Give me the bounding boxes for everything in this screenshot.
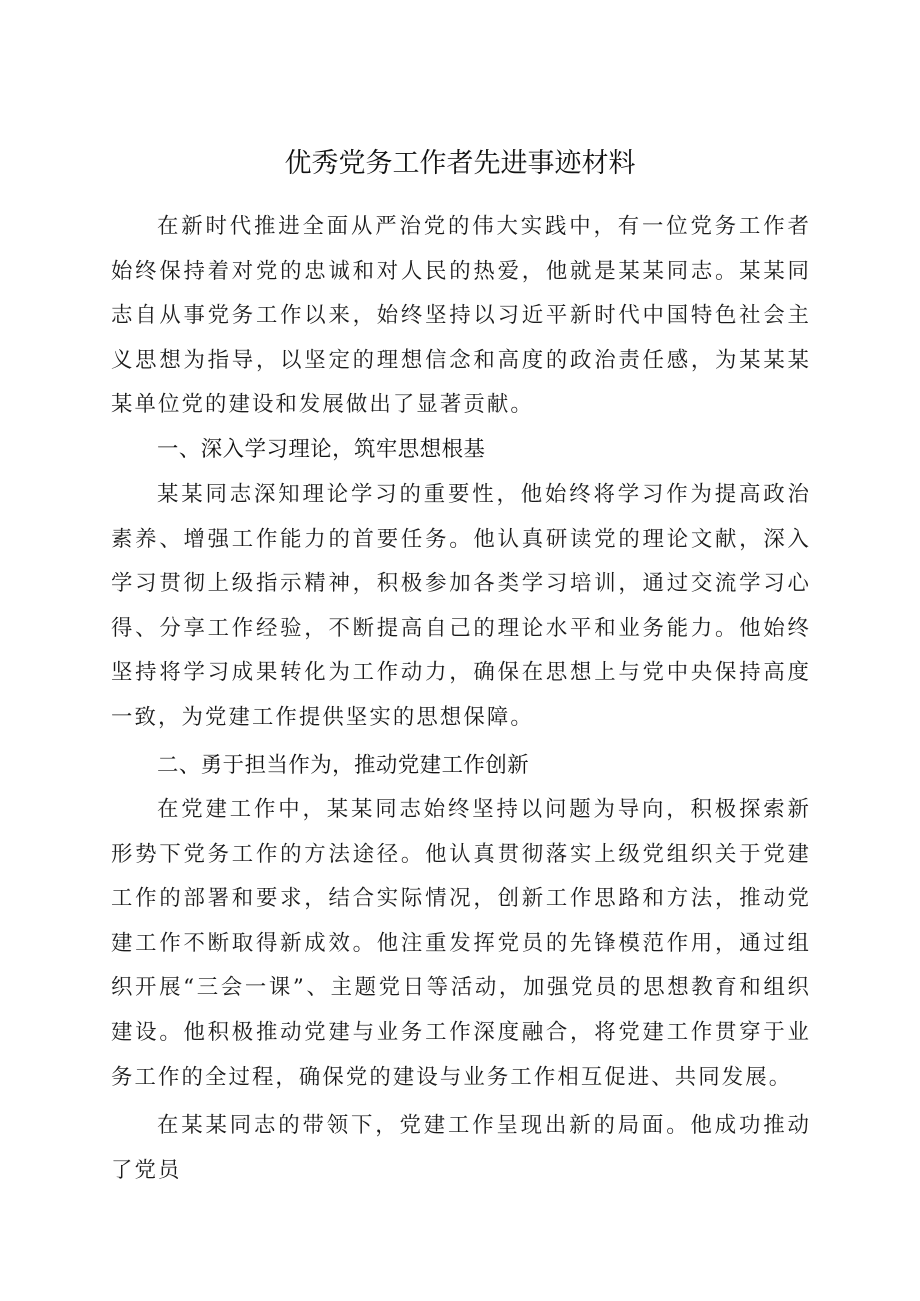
section-2-heading: 二、勇于担当作为，推动党建工作创新 [157, 753, 530, 778]
document-title: 优秀党务工作者先进事迹材料 [284, 148, 636, 179]
intro-paragraph: 在新时代推进全面从严治党的伟大实践中，有一位党务工作者始终保持着对党的忠诚和对人民的热爱，他就是某某同志。某某同志自从事党务工作以来，始终坚持以习近平新时代中国特色社会主义思想为指导，以坚定的理想信念和高度的政治责任感，为某某某某单位党的建设和发展做出了显著贡献。 [111, 214, 811, 418]
section-2-paragraph-continued: 在某某同志的带领下，党建工作呈现出新的局面。他成功推动了党员 [111, 1113, 811, 1183]
section-1-heading: 一、深入学习理论，筑牢思想根基 [157, 437, 486, 462]
section-1-paragraph: 某某同志深知理论学习的重要性，他始终将学习作为提高政治素养、增强工作能力的首要任务。他认真研读党的理论文献，深入学习贯彻上级指示精神，积极参加各类学习培训，通过交流学习心得、分享工作经验，不断提高自己的理论水平和业务能力。他始终坚持将学习成果转化为工作动力，确保在思想上与党中央保持高度一致，为党建工作提供坚实的思想保障。 [111, 482, 811, 730]
section-2-paragraph: 在党建工作中，某某同志始终坚持以问题为导向，积极探索新形势下党务工作的方法途径。他认真贯彻落实上级党组织关于党建工作的部署和要求，结合实际情况，创新工作思路和方法，推动党建工作不断取得新成效。他注重发挥党员的先锋模范作用，通过组织开展“三会一课”、主题党日等活动，加强党员的思想教育和组织建设。他积极推动党建与业务工作深度融合，将党建工作贯穿于业务工作的全过程，确保党的建设与业务工作相互促进、共同发展。 [111, 797, 811, 1090]
